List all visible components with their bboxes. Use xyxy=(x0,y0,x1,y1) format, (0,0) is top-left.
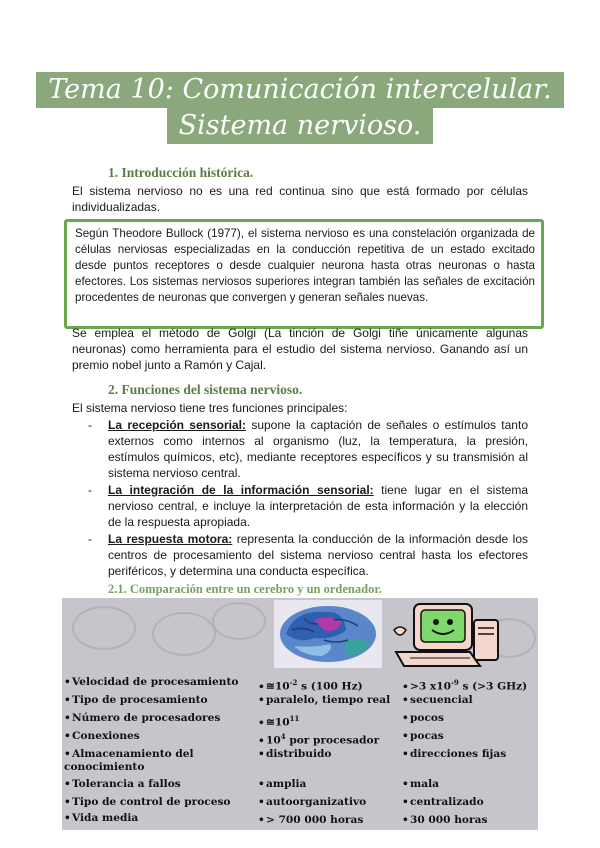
table-row-feature: •Tolerancia a fallos xyxy=(64,778,181,790)
golgi-paragraph: Se emplea el método de Golgi (La tinción de Golgi tiñe únicamente algunas neuronas) como herramienta para el estudio del sistema nervioso. Ganando así un premio nobel junto a Ramón y Cajal. xyxy=(72,326,528,372)
functions-list xyxy=(88,417,528,579)
definition-box: Según Theodore Bullock (1977), el sistema nervioso es una constelación organizada de células nerviosas especializadas en la conducción repetitiva de un estado excitado desde puntos receptores o desde cualquier neurona hasta otras neuronas o hasta efectores. Los sistemas nerviosos superiores integran también las señales de excitación procedentes de neuronas que convergen y generan señales nuevas. xyxy=(64,219,544,329)
section-1-intro: El sistema nervioso no es una red continua sino que está formado por células individualizadas. xyxy=(72,184,528,214)
table-row-computer: •centralizado xyxy=(402,796,484,808)
table-row-brain: $•10^4$ por procesador xyxy=(258,732,380,747)
item-text: tiene lugar en el sistema nervioso central, e incluye la interpretación de esta información y la elección de la respuesta apropiada. xyxy=(108,483,528,529)
background-brain-pattern xyxy=(152,612,216,656)
table-row-brain: $•≅10^{11}$ xyxy=(258,714,300,729)
table-row-computer: •>3 $x10^{-9}$ s (>3 GHz) xyxy=(402,678,528,693)
table-row-feature: •Vida media xyxy=(64,812,139,824)
item-text: supone la captación de señales o estímulos tanto externos como internos al organismo (luz, la temperatura, la presión, estímulos químicos, etc), mediante receptores específicos y su transmisión al sistema nervioso central. xyxy=(108,418,528,480)
title-line-1: Tema 10: Comunicación intercelular. xyxy=(36,72,563,108)
table-row-feature: •Velocidad de procesamiento xyxy=(64,676,239,688)
list-item xyxy=(88,417,528,481)
item-term: La integración de la información sensorial: xyxy=(108,483,374,497)
table-row-computer: •pocos xyxy=(402,712,444,724)
list-item xyxy=(88,531,528,579)
list-item xyxy=(88,482,528,530)
table-row-brain: $•≅10^{-2}$ s (100 Hz) xyxy=(258,678,363,693)
table-row-computer: •30 000 horas xyxy=(402,814,488,826)
computer-icon xyxy=(390,600,510,672)
table-row-brain: •autoorganizativo xyxy=(258,796,367,808)
table-row-brain: •paralelo, tiempo real xyxy=(258,694,391,706)
page-title xyxy=(0,72,600,144)
table-row-feature: •Conexiones xyxy=(64,730,140,742)
table-row-computer: •pocas xyxy=(402,730,444,742)
section-2-intro: El sistema nervioso tiene tres funciones principales: xyxy=(72,401,348,415)
table-row-brain: •amplia xyxy=(258,778,307,790)
brain-icon xyxy=(274,600,382,668)
item-term: La respuesta motora: xyxy=(108,532,233,546)
table-row-brain: •> 700 000 horas xyxy=(258,814,364,826)
table-row-feature: •Tipo de control de proceso xyxy=(64,796,231,808)
dash-bullet: - xyxy=(88,483,92,497)
background-brain-pattern xyxy=(72,606,136,650)
table-row-brain: •distribuido xyxy=(258,748,332,760)
section-2-1-heading: 2.1. Comparación entre un cerebro y un ordenador. xyxy=(108,582,382,596)
table-row-computer: •secuencial xyxy=(402,694,473,706)
background-brain-pattern xyxy=(212,602,266,640)
dash-bullet: - xyxy=(88,418,92,432)
table-row-feature: •Número de procesadores xyxy=(64,712,221,724)
section-2-heading: 2. Funciones del sistema nervioso. xyxy=(108,382,303,397)
table-row-feature: •Tipo de procesamiento xyxy=(64,694,208,706)
item-text: representa la conducción de la información desde los centros de procesamiento del sistema nervioso central hasta los efectores periféricos, y determina una conducta específica. xyxy=(108,532,528,578)
table-row-feature: •Almacenamiento del conocimiento xyxy=(64,748,194,773)
table-row-computer: •mala xyxy=(402,778,439,790)
section-1-heading: 1. Introducción histórica. xyxy=(108,165,254,180)
item-term: La recepción sensorial: xyxy=(108,418,247,432)
comparison-figure xyxy=(62,598,538,830)
dash-bullet: - xyxy=(88,532,92,546)
table-row-computer: •direcciones fijas xyxy=(402,748,507,760)
title-line-2: Sistema nervioso. xyxy=(167,108,434,144)
